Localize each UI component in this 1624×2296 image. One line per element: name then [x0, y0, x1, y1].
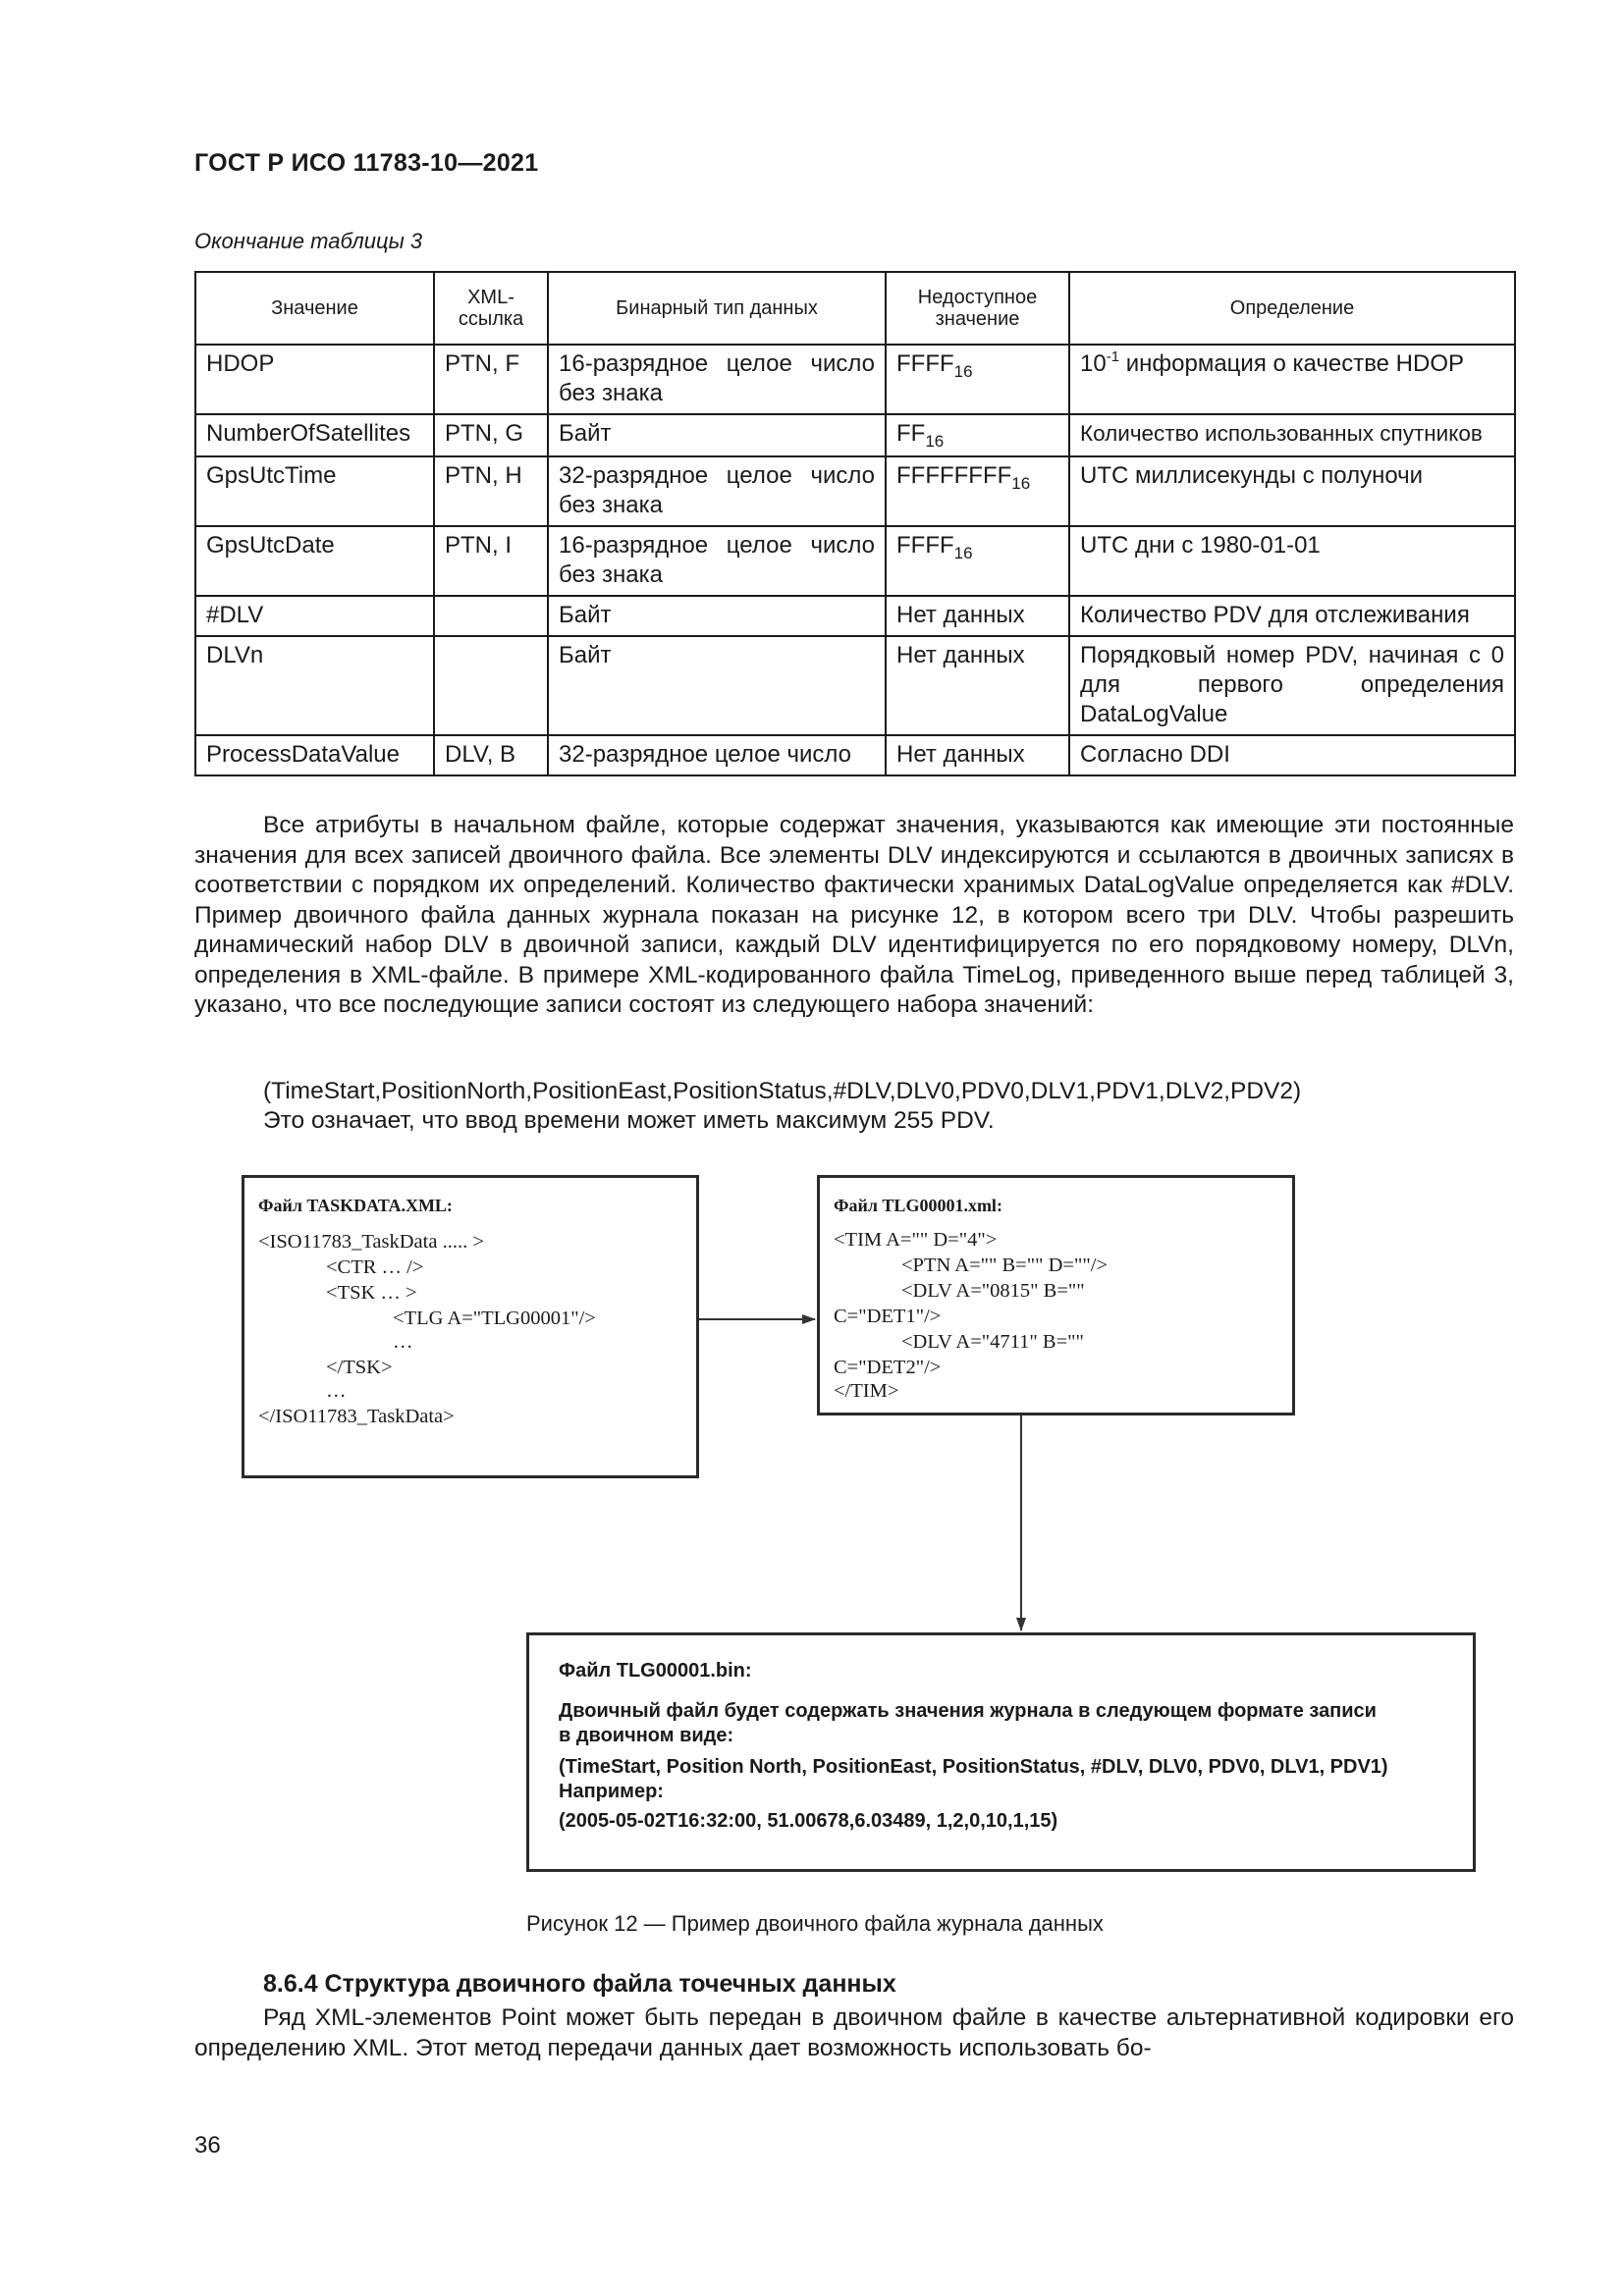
- data-table: [194, 271, 1516, 776]
- table-row: [195, 596, 1515, 636]
- taskdata-xml-box: [242, 1175, 699, 1478]
- cell-xml-ref: PTN, I: [434, 526, 548, 596]
- table-row: [195, 636, 1515, 735]
- tlg-xml-box: [817, 1175, 1295, 1415]
- table-row: [195, 526, 1515, 596]
- cell-definition: UTC миллисекунды с полуночи: [1069, 456, 1515, 526]
- document-header: ГОСТ Р ИСО 11783-10—2021: [194, 149, 539, 177]
- table-row: [195, 345, 1515, 414]
- column-header-line: ссылка: [458, 308, 524, 330]
- box-line: Двоичный файл будет содержать значения журнала в следующем формате записи: [559, 1700, 1377, 1722]
- cell-binary-type: 32-разрядное целое число без знака: [548, 456, 886, 526]
- definition-base: 10: [1080, 350, 1107, 377]
- code-line: <TIM A="" D="4">: [834, 1229, 998, 1251]
- cell-definition: UTC дни с 1980-01-01: [1069, 526, 1515, 596]
- column-header-line: Недоступное: [917, 287, 1038, 308]
- code-line: <ISO11783_TaskData ..... >: [258, 1231, 484, 1253]
- column-header: Значение: [195, 272, 434, 345]
- code-line: <DLV A="4711" B="": [901, 1331, 1084, 1353]
- cell-xml-ref: [434, 596, 548, 636]
- hex-value: FF: [896, 420, 926, 447]
- code-line: <TLG A="TLG00001"/>: [393, 1308, 596, 1329]
- cell-binary-type: 32-разрядное целое число: [548, 735, 886, 775]
- cell-unavailable: [886, 414, 1069, 456]
- cell-xml-ref: DLV, B: [434, 735, 548, 775]
- cell-xml-ref: [434, 636, 548, 735]
- body-paragraph: Все атрибуты в начальном файле, которые содержат значения, указываются как имеющие эти постоянные значения для всех записей двоичного файла. Все элементы DLV индексируются и ссылаются в двоичных записях в соответствии с порядком их определений. Количество фактически хранимых DataLogValue определяется как #DLV. Пример двоичного файла данных журнала показан на рисунке 12, в котором всего три DLV. Чтобы разрешить динамический набор DLV в двоичной записи, каждый DLV идентифицируется по его порядковому номеру, DLVn, определения в XML-файле. В примере XML-кодированного файла TimeLog, приведенного выше перед таблицей 3, указано, что все последующие записи состоят из следующего набора значений:: [194, 812, 1514, 1018]
- code-line: …: [393, 1331, 413, 1353]
- figure-caption: Рисунок 12 — Пример двоичного файла журнала данных: [526, 1911, 1104, 1936]
- cell-unavailable: Нет данных: [886, 636, 1069, 735]
- section-paragraph: Ряд XML-элементов Point может быть передан в двоичном файле в качестве альтернативной кодировки его определению XML. Этот метод передачи данных дает возможность использовать бо-: [194, 2004, 1514, 2061]
- box-line: (2005-05-02T16:32:00, 51.00678,6.03489, 1,2,0,10,1,15): [559, 1810, 1058, 1832]
- cell-value: ProcessDataValue: [195, 735, 434, 775]
- box-line: Например:: [559, 1781, 664, 1802]
- cell-definition: Согласно DDI: [1069, 735, 1515, 775]
- superscript: -1: [1106, 348, 1120, 365]
- cell-unavailable: [886, 456, 1069, 526]
- code-line: …: [326, 1380, 347, 1402]
- box-title: Файл TLG00001.bin:: [559, 1660, 752, 1682]
- definition-text: информация о качестве HDOP: [1119, 350, 1465, 377]
- cell-xml-ref: PTN, F: [434, 345, 548, 414]
- column-header: [886, 272, 1069, 345]
- hex-value: FFFF: [896, 350, 954, 377]
- table-header-row: [195, 272, 1515, 345]
- cell-xml-ref: PTN, H: [434, 456, 548, 526]
- code-line: </ISO11783_TaskData>: [258, 1406, 455, 1427]
- cell-definition: Количество использованных спутников: [1069, 414, 1515, 456]
- cell-binary-type: Байт: [548, 596, 886, 636]
- column-header: [434, 272, 548, 345]
- code-line: </TIM>: [834, 1380, 899, 1402]
- cell-binary-type: 16-разрядное целое число без знака: [548, 526, 886, 596]
- table-row: [195, 456, 1515, 526]
- column-header-line: значение: [935, 308, 1020, 330]
- code-line: <DLV A="0815" B="": [901, 1280, 1085, 1302]
- table-caption: Окончание таблицы 3: [194, 229, 423, 253]
- box-title: Файл TLG00001.xml:: [834, 1196, 1002, 1215]
- subscript: 16: [953, 362, 973, 381]
- column-header: Бинарный тип данных: [548, 272, 886, 345]
- section-heading: 8.6.4 Структура двоичного файла точечных данных: [263, 1970, 896, 1998]
- subscript: 16: [953, 544, 973, 562]
- code-line: C="DET2"/>: [834, 1357, 942, 1378]
- column-header-line: XML-: [467, 287, 514, 308]
- code-line: <TSK … >: [326, 1282, 417, 1304]
- cell-value: GpsUtcTime: [195, 456, 434, 526]
- record-format-list: (TimeStart,PositionNorth,PositionEast,PositionStatus,#DLV,DLV0,PDV0,DLV1,PDV1,DLV2,PDV2): [263, 1078, 1302, 1104]
- cell-binary-type: Байт: [548, 414, 886, 456]
- cell-value: DLVn: [195, 636, 434, 735]
- cell-definition: Количество PDV для отслеживания: [1069, 596, 1515, 636]
- cell-binary-type: Байт: [548, 636, 886, 735]
- table-row: [195, 735, 1515, 775]
- cell-unavailable: Нет данных: [886, 735, 1069, 775]
- subscript: 16: [1011, 474, 1031, 493]
- code-line: <PTN A="" B="" D=""/>: [901, 1255, 1108, 1276]
- box-line: (TimeStart, Position North, PositionEast, PositionStatus, #DLV, DLV0, PDV0, DLV1, PDV1): [559, 1756, 1388, 1778]
- box-title: Файл TASKDATA.XML:: [258, 1196, 453, 1215]
- code-line: </TSK>: [326, 1357, 393, 1378]
- body-note: Это означает, что ввод времени может иметь максимум 255 PDV.: [263, 1107, 995, 1134]
- cell-unavailable: [886, 345, 1069, 414]
- cell-definition: Порядковый номер PDV, начиная с 0 для первого определения DataLogValue: [1069, 636, 1515, 735]
- cell-unavailable: Нет данных: [886, 596, 1069, 636]
- tlg-bin-box: [526, 1632, 1476, 1872]
- hex-value: FFFFFFFF: [896, 462, 1012, 489]
- cell-xml-ref: PTN, G: [434, 414, 548, 456]
- hex-value: FFFF: [896, 532, 954, 559]
- subscript: 16: [925, 432, 945, 451]
- page-number: 36: [194, 2132, 221, 2159]
- cell-value: NumberOfSatellites: [195, 414, 434, 456]
- table-row: [195, 414, 1515, 456]
- cell-value: #DLV: [195, 596, 434, 636]
- cell-unavailable: [886, 526, 1069, 596]
- code-line: <CTR … />: [326, 1256, 424, 1278]
- cell-value: HDOP: [195, 345, 434, 414]
- cell-definition: [1069, 345, 1515, 414]
- code-line: C="DET1"/>: [834, 1306, 942, 1327]
- cell-binary-type: 16-разрядное целое число без знака: [548, 345, 886, 414]
- column-header: Определение: [1069, 272, 1515, 345]
- cell-value: GpsUtcDate: [195, 526, 434, 596]
- box-line: в двоичном виде:: [559, 1725, 734, 1746]
